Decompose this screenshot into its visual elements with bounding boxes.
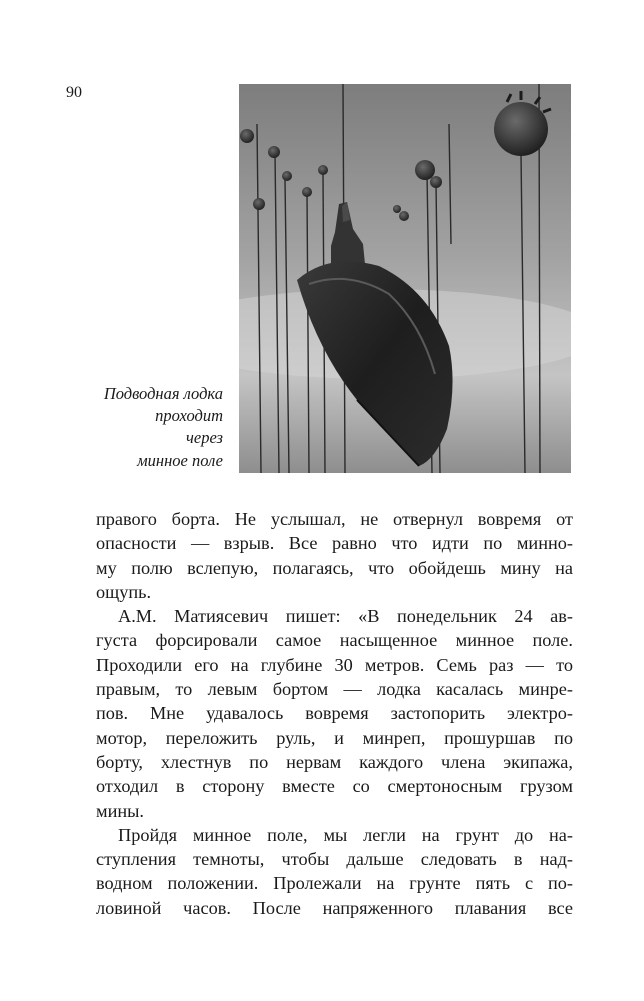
- text-line: отходил в сторону вместе со смертоносным грузом: [96, 776, 573, 797]
- text-line: борту, хлестнув по нервам каждого члена экипажа,: [96, 751, 573, 772]
- page-number: 90: [66, 84, 82, 101]
- text-line: ловиной часов. После напряженного плавания все: [96, 897, 573, 918]
- text-line: ощупь.: [96, 581, 152, 602]
- text-line: правого борта. Не услышал, не отвернул вовремя от: [96, 509, 573, 529]
- text-line: густа форсировали самое насыщенное минное поле.: [96, 630, 573, 651]
- text-line: опасности — взрыв. Все равно что идти по минно-: [96, 533, 573, 554]
- text-line: Проходили его на глубине 30 метров. Семь раз — то: [96, 654, 573, 675]
- text-line: пов. Мне удавалось вовремя застопорить электро-: [96, 703, 573, 724]
- body-text: [96, 507, 573, 920]
- caption-line: минное поле: [137, 450, 223, 470]
- text-line: Пройдя минное поле, мы легли на грунт до на-: [118, 824, 573, 845]
- caption-line: проходит: [155, 406, 223, 426]
- text-line: мины.: [96, 800, 144, 821]
- text-line: правым, то левым бортом — лодка касалась минре-: [96, 679, 573, 700]
- text-line: А.М. Матиясевич пишет: «В понедельник 24 ав-: [118, 606, 573, 627]
- caption-line: Подводная лодка: [103, 384, 223, 403]
- figure-caption: [60, 383, 223, 472]
- text-line: му полю вслепую, полагаясь, что обойдешь мину на: [96, 557, 573, 578]
- text-line: водном положении. Пролежали на грунте пять с по-: [96, 873, 573, 894]
- submarine-minefield-illustration: [239, 84, 571, 473]
- text-line: мотор, переложить руль, и минреп, прошуршав по: [96, 727, 573, 748]
- text-line: ступления темноты, чтобы дальше следовать в над-: [96, 849, 573, 870]
- caption-line: через: [186, 428, 223, 448]
